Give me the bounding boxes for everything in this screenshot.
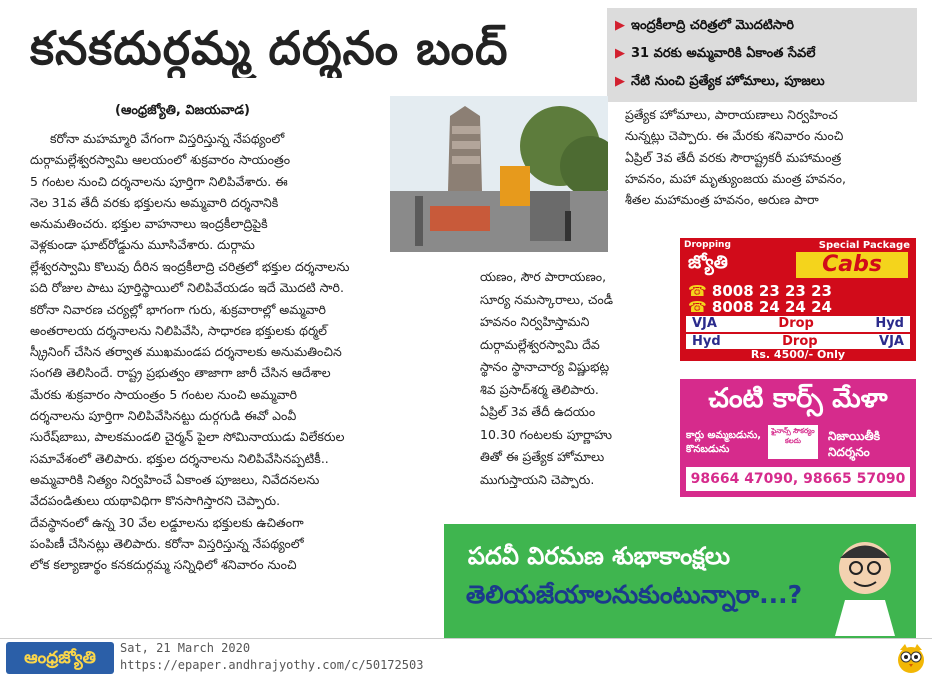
- article-line: శీతల మహామంత్ర హవనం, అరుణ పారా: [625, 192, 819, 208]
- headline: కనకదుర్గమ్మ దర్శనం బంద్: [30, 21, 509, 75]
- article-line: శివ ప్రసాద్‌శర్మ తెలిపారు.: [480, 381, 599, 397]
- dateline: (ఆంధ్రజ్యోతి, విజయవాడ): [115, 103, 250, 118]
- article-line: అంతరాలయ దర్శనాలను నిలిపివేసి, సాధారణ భక్తులకు థర్మల్: [30, 322, 328, 338]
- article-line: యణం, సౌర పారాయణం,: [480, 269, 607, 284]
- article-column-3: [625, 104, 917, 210]
- article-line: ముగుస్తాయని చెప్పారు.: [480, 471, 595, 487]
- article-line: దుర్గామల్లేశ్వరస్వామి ఆలయంలో శుక్రవారం సాయంత్రం: [30, 152, 291, 168]
- article-column-2: [30, 256, 460, 575]
- article-line: ఏప్రిల్ 3వ తేదీ ఉదయం: [480, 404, 596, 419]
- highlight-item: ▶ ఇంద్రకీలాద్రి చరిత్రలో మొదటిసారి: [615, 18, 795, 33]
- article-line: అనుమతించరు. భక్తుల వాహనాలు ఇంద్రకీలాద్రిపైకి: [30, 216, 268, 232]
- article-line: వెళ్లకుండా ఘాట్‌రోడ్డును మూసివేశారు. దుర్గామ: [30, 237, 255, 253]
- article-line: సురేష్‌బాబు, పాలకమండలి చైర్మన్ పైలా సోమినాయుడు విలేకరుల: [30, 429, 345, 445]
- ad-jyothi-cabs[interactable]: Dropping Special Package జ్యోతి Cabs ☎ 8008 23 23 23 ☎ 8008 24 24 24 VJA Drop Hyd Hyd Drop VJA Rs. 4500/- Only: [680, 238, 916, 361]
- article-line: నున్నట్లు చెప్పారు. ఈ మేరకు శనివారం నుంచి: [625, 128, 844, 144]
- article-line: హవనం, మహా మృత్యుంజయ మంత్ర హవనం,: [625, 170, 846, 186]
- ad-retirement-greetings[interactable]: పదవీ విరమణ శుభాకాంక్షలు తెలియజేయాలనుకుంటున్నారా...?: [444, 524, 916, 638]
- route-row: Hyd Drop VJA: [686, 334, 910, 350]
- article-line: నెల 31వ తేదీ వరకు భక్తులను అమ్మవారి దర్శనానికి: [30, 194, 279, 210]
- owl-icon[interactable]: [896, 640, 926, 674]
- arrow-icon: ▶: [615, 46, 625, 61]
- article-line: దేవస్థానంలో ఉన్న 30 వేల లడ్డూలను భక్తులకు ఉచితంగా: [30, 514, 304, 530]
- highlight-item: ▶ నేటి నుంచి ప్రత్యేక హోమాలు, పూజలు: [615, 74, 825, 89]
- article-column-1: [30, 128, 385, 256]
- footer-date: Sat, 21 March 2020: [120, 641, 251, 655]
- article-line: ప్రత్యేక హోమాలు, పారాయణాలు నిర్వహించ: [625, 107, 838, 122]
- article-line: 5 గంటల నుంచి దర్శనాలను పూర్తిగా నిలిపివేశారు. ఈ: [30, 173, 288, 189]
- article-line: స్క్రీనింగ్ చేసిన తర్వాత ముఖమండప దర్శనాలకు అనుమతించిన: [30, 344, 342, 360]
- article-line: వేదపండితులు యథావిధిగా కొనసాగిస్తారని చెప్పారు.: [30, 493, 281, 509]
- article-line: మేరకు శుక్రవారం సాయంత్రం 5 గంటల నుంచి అమ్మవారి: [30, 386, 298, 402]
- article-line: దర్శనాలను పూర్తిగా నిలిపివేసినట్టు దుర్గగుడి ఈవో ఎంవీ: [30, 408, 297, 424]
- temple-photo: [390, 96, 608, 252]
- temple-photo-graphic: [390, 96, 608, 252]
- article-line: స్థానం స్థానాచార్య విష్ణుభట్ల: [480, 359, 610, 374]
- article-line: ఏప్రిల్ 3వ తేదీ వరకు సౌరాష్ట్రకరీ మహామంత్ర: [625, 149, 842, 165]
- andhrajyothy-logo[interactable]: ఆంధ్రజ్యోతి: [6, 642, 114, 674]
- footer-url[interactable]: https://epaper.andhrajyothy.com/c/50172503: [120, 658, 424, 672]
- article-line: ల్లేశ్వరస్వామి కొలువు దీరిన ఇంద్రకీలాద్రి చరిత్రలో భక్తుల దర్శనాలను: [30, 259, 350, 274]
- article-line: కరోనా మహమ్మారి వేగంగా విస్తరిస్తున్న నేపథ్యంలో: [50, 131, 285, 146]
- article-line: దుర్గామల్లేశ్వరస్వామి దేవ: [480, 336, 600, 352]
- article-line: సమావేశంలో తెలిపారు. భక్తుల దర్శనాలను నిలిపివేసినప్పటికీ..: [30, 450, 329, 466]
- highlight-item: ▶ 31 వరకు అమ్మవారికి ఏకాంత సేవలే: [615, 46, 816, 61]
- article-line: తితో ఈ ప్రత్యేక హోమాలు: [480, 449, 605, 464]
- article-line: సంగతి తెలిసిందే. రాష్ట్ర ప్రభుత్వం తాజాగా జారీ చేసిన ఆదేశాల: [30, 365, 331, 381]
- route-row: VJA Drop Hyd: [686, 316, 910, 332]
- footer-meta: [120, 640, 423, 674]
- article-line: హవనం నిర్వహిస్తామని: [480, 314, 590, 329]
- cartoon-man-illustration: [820, 528, 910, 636]
- article-line: అమ్మవారికి నిత్యం నిర్వహించే ఏకాంత పూజలు, నివేదనలను: [30, 471, 320, 487]
- phone-icon: ☎: [688, 282, 712, 300]
- article-line: కరోనా నివారణ చర్యల్లో భాగంగా గురు, శుక్రవారాల్లో అమ్మవారి: [30, 301, 326, 317]
- article-line: పది రోజుల పాటు పూర్తిస్థాయిలో నిలిపివేయడం ఇదే మొదటి సారి.: [30, 280, 344, 296]
- article-line: సూర్య నమస్కారాలు, చండీ: [480, 291, 614, 307]
- ad-chanti-cars[interactable]: చంటి కార్స్ మేళా కార్లు అమ్మబడును, కొనబడును ఫైనాన్స్ సౌకర్యం కలదు నిజాయితీకి నిదర్శనం 98664 47090, 98665 57090: [680, 379, 916, 497]
- article-column-4: [480, 266, 670, 491]
- article-line: 10.30 గంటలకు పూర్ణాహు: [480, 426, 612, 442]
- arrow-icon: ▶: [615, 18, 625, 33]
- arrow-icon: ▶: [615, 74, 625, 89]
- phone-icon: ☎: [688, 298, 712, 316]
- article-line: పంపిణీ చేసినట్లు తెలిపారు. కరోనా విస్తరిస్తున్న నేపథ్యంలో: [30, 535, 304, 551]
- article-line: లోక కల్యాణార్థం కనకదుర్గమ్మ సన్నిధిలో శనివారం నుంచి: [30, 557, 297, 573]
- highlights-box: [607, 8, 917, 102]
